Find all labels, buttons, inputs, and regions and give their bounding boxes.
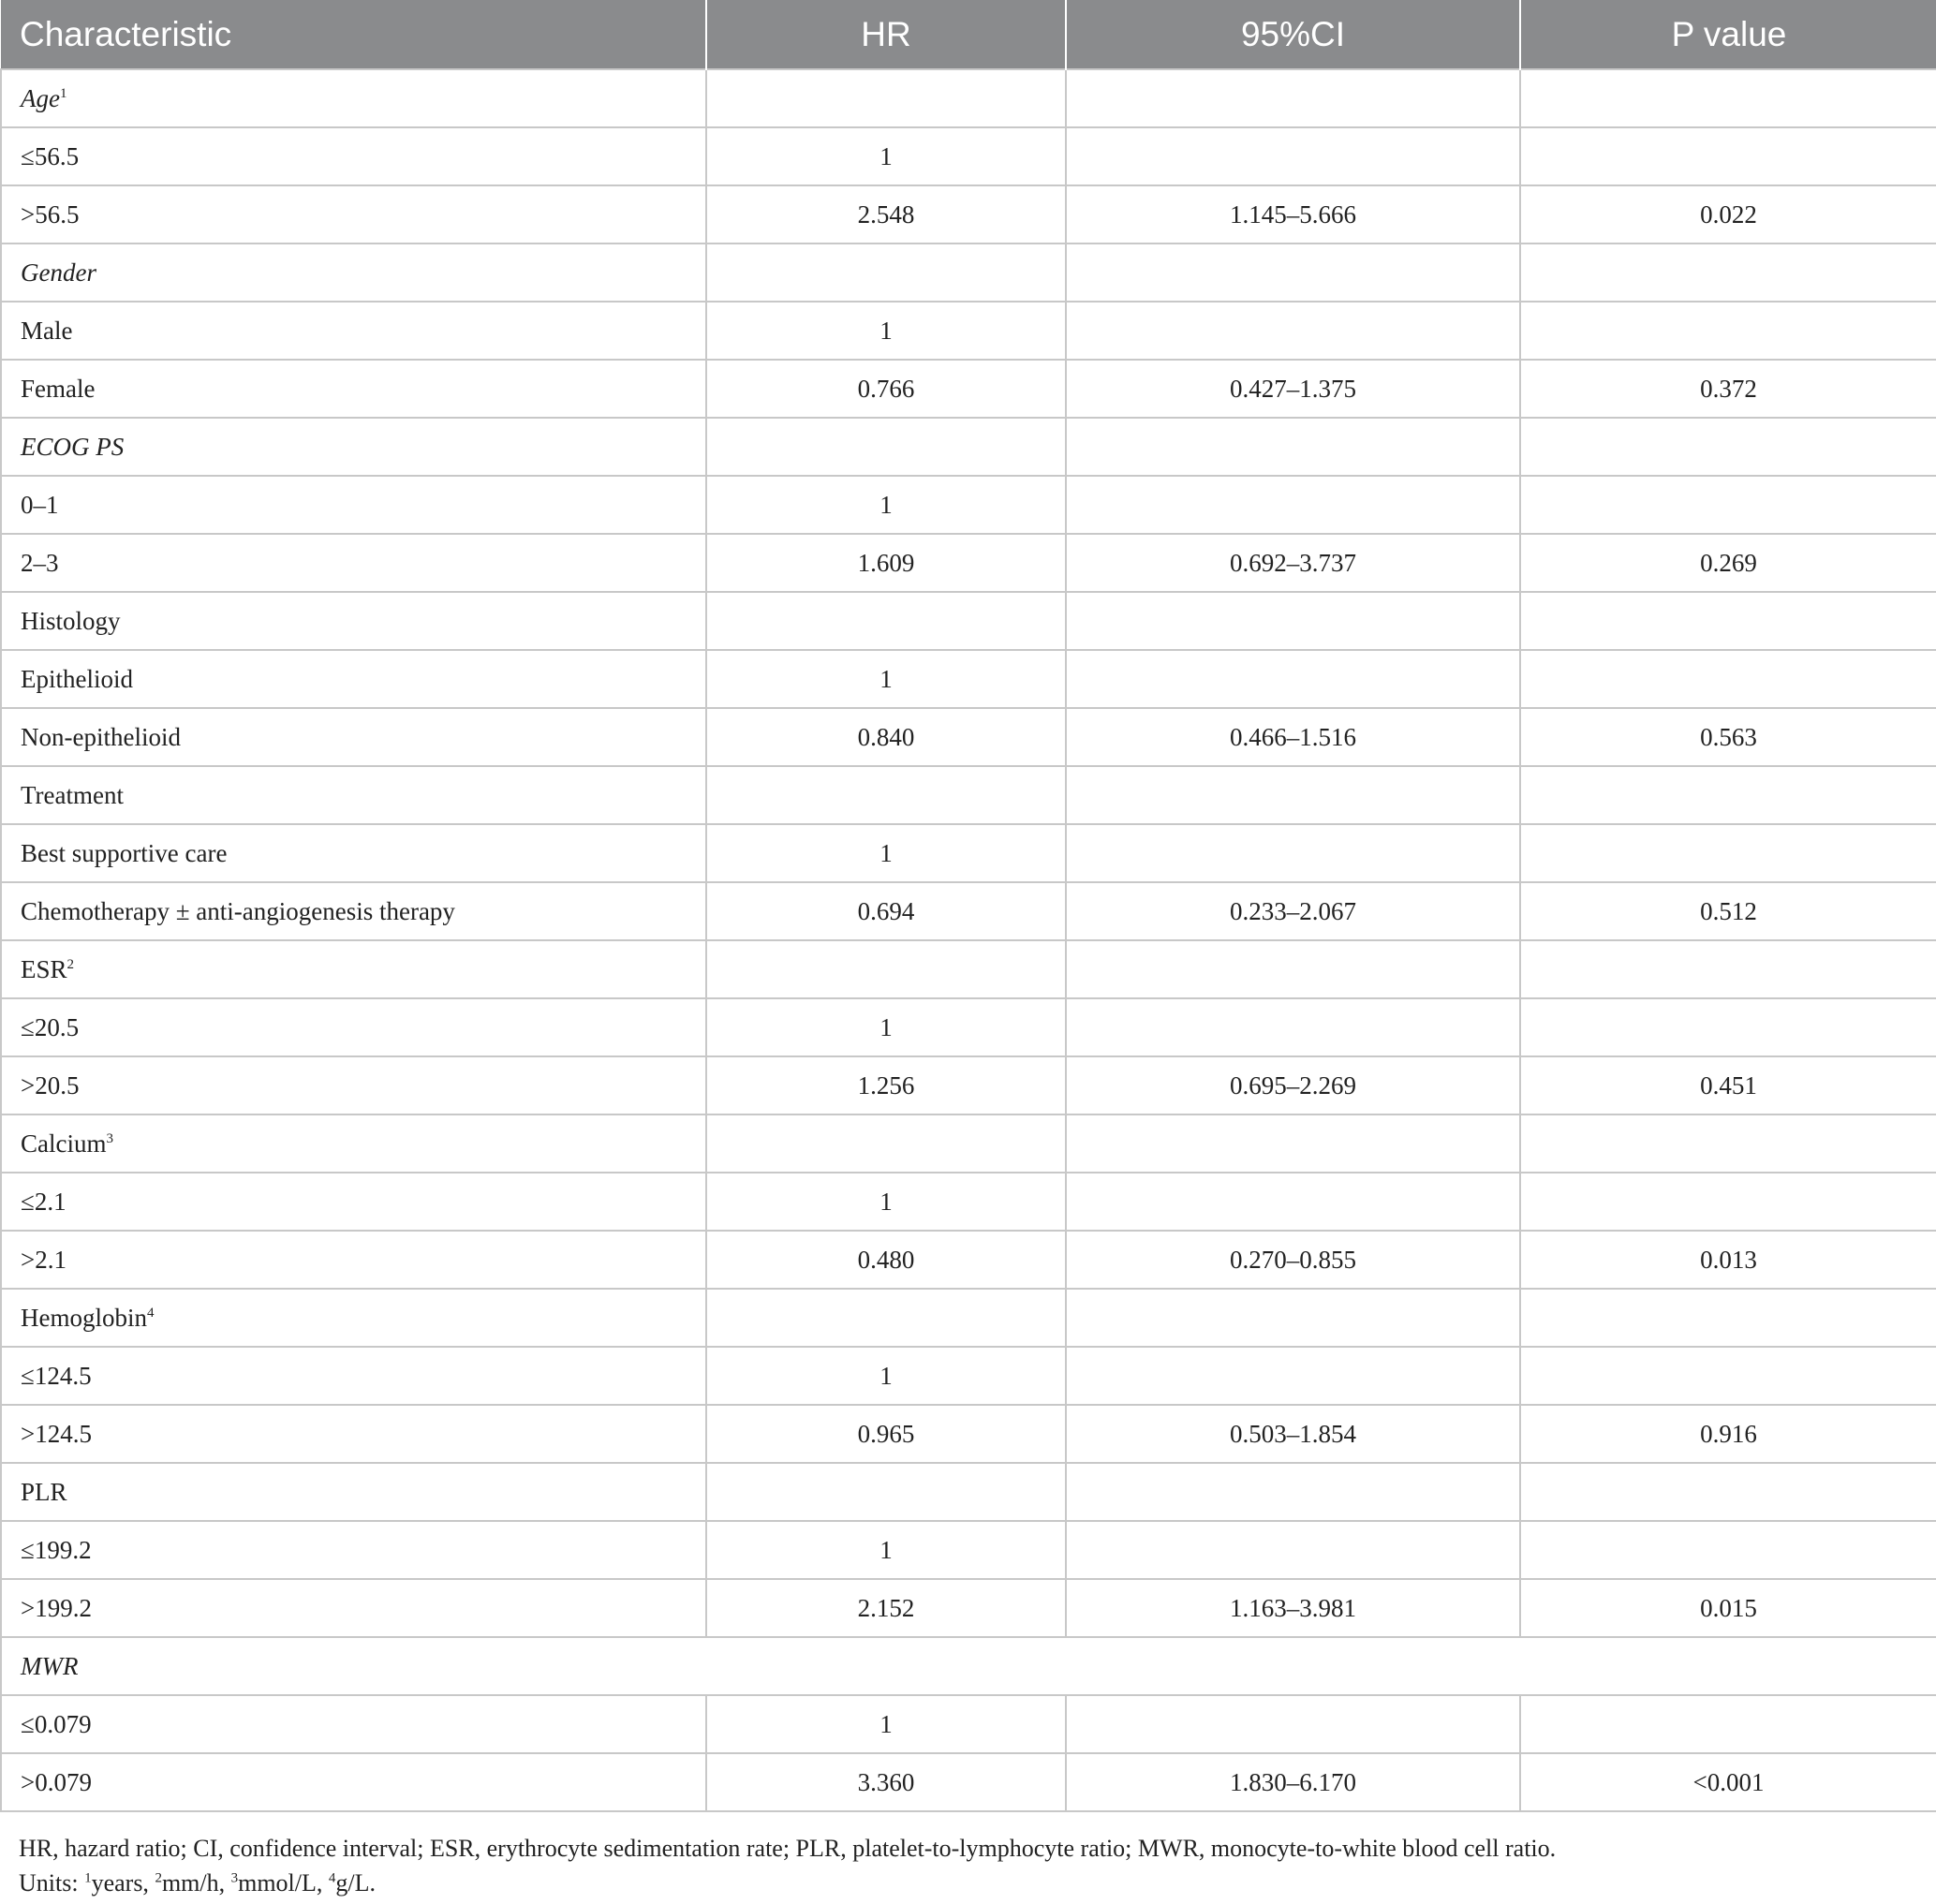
cell-p-value — [1520, 476, 1936, 534]
cell-hr: 1 — [706, 824, 1066, 882]
cell-characteristic — [1, 1405, 706, 1463]
cell-hr: 1 — [706, 127, 1066, 185]
unit-sup-1: 1 — [84, 1870, 92, 1886]
table-row — [1, 1753, 1936, 1811]
cell-characteristic — [1, 1231, 706, 1289]
row-label: ≤0.079 — [21, 1709, 92, 1738]
cell-p-value: 0.372 — [1520, 360, 1936, 418]
cell-p-value: 0.013 — [1520, 1231, 1936, 1289]
cell-hr: 1.256 — [706, 1056, 1066, 1114]
cell-hr: 3.360 — [706, 1753, 1066, 1811]
row-label-superscript: 1 — [59, 85, 67, 101]
row-label: Female — [21, 374, 96, 403]
table-row — [1, 1173, 1936, 1231]
cell-p-value: 0.451 — [1520, 1056, 1936, 1114]
cell-p-value: 0.563 — [1520, 708, 1936, 766]
cell-p-value — [1520, 127, 1936, 185]
row-label: >0.079 — [21, 1767, 92, 1796]
cell-p-value — [1520, 418, 1936, 476]
row-label: >2.1 — [21, 1245, 67, 1274]
table-row — [1, 1056, 1936, 1114]
table-row — [1, 69, 1936, 127]
cell-ci — [1066, 592, 1520, 650]
table-row — [1, 360, 1936, 418]
cell-p-value: <0.001 — [1520, 1753, 1936, 1811]
cell-p-value: 0.269 — [1520, 534, 1936, 592]
cell-hr — [706, 766, 1066, 824]
cell-ci — [1066, 1347, 1520, 1405]
row-label: Chemotherapy ± anti-angiogenesis therapy — [21, 896, 455, 925]
row-label: >199.2 — [21, 1593, 92, 1622]
cell-hr — [706, 1463, 1066, 1521]
cell-hr — [706, 1289, 1066, 1347]
cell-hr — [706, 1114, 1066, 1173]
row-label: Epithelioid — [21, 664, 133, 693]
row-label: ESR — [21, 954, 67, 983]
cell-characteristic — [1, 708, 706, 766]
cell-hr: 0.840 — [706, 708, 1066, 766]
cell-hr: 2.548 — [706, 185, 1066, 244]
cell-characteristic — [1, 1753, 706, 1811]
table-footnote — [19, 1831, 1911, 1900]
cell-hr: 2.152 — [706, 1579, 1066, 1637]
cell-characteristic — [1, 998, 706, 1056]
table-row — [1, 1289, 1936, 1347]
cell-characteristic — [1, 592, 706, 650]
cell-p-value — [1520, 1521, 1936, 1579]
row-label: Non-epithelioid — [21, 722, 181, 751]
row-label-superscript: 3 — [106, 1130, 113, 1146]
table-row — [1, 476, 1936, 534]
table-row — [1, 940, 1936, 998]
cell-characteristic — [1, 302, 706, 360]
cell-hr — [706, 418, 1066, 476]
cell-characteristic — [1, 244, 706, 302]
cell-ci — [1066, 824, 1520, 882]
row-label: >124.5 — [21, 1419, 92, 1448]
row-label: Calcium — [21, 1129, 107, 1158]
cell-hr — [706, 244, 1066, 302]
unit-text-3: mmol/L, — [238, 1869, 329, 1897]
row-label-superscript: 2 — [67, 956, 75, 972]
cell-ci — [1066, 766, 1520, 824]
cell-hr: 0.694 — [706, 882, 1066, 940]
cell-characteristic — [1, 1056, 706, 1114]
table-row — [1, 882, 1936, 940]
table-row — [1, 1114, 1936, 1173]
table-row — [1, 185, 1936, 244]
row-label: Histology — [21, 606, 121, 635]
row-label: Best supportive care — [21, 838, 228, 867]
cell-hr: 1 — [706, 302, 1066, 360]
row-label: 2–3 — [21, 548, 59, 577]
unit-text-4: g/L. — [335, 1869, 376, 1897]
cell-p-value: 0.916 — [1520, 1405, 1936, 1463]
unit-text-1: years, — [91, 1869, 155, 1897]
row-label: MWR — [21, 1651, 79, 1680]
cell-ci: 0.503–1.854 — [1066, 1405, 1520, 1463]
unit-text-2: mm/h, — [161, 1869, 231, 1897]
cell-hr: 0.965 — [706, 1405, 1066, 1463]
table-row — [1, 1695, 1936, 1753]
cell-characteristic — [1, 418, 706, 476]
cell-p-value: 0.022 — [1520, 185, 1936, 244]
cell-hr: 1 — [706, 650, 1066, 708]
table-row — [1, 1521, 1936, 1579]
cell-characteristic — [1, 766, 706, 824]
cell-characteristic — [1, 185, 706, 244]
table-row — [1, 534, 1936, 592]
row-label: 0–1 — [21, 490, 59, 519]
row-label: Age — [21, 83, 60, 112]
cell-p-value — [1520, 1173, 1936, 1231]
cell-ci — [1066, 1521, 1520, 1579]
table-row — [1, 244, 1936, 302]
cell-characteristic — [1, 650, 706, 708]
cell-ci: 0.695–2.269 — [1066, 1056, 1520, 1114]
table-body — [1, 69, 1936, 1811]
cell-hr: 1 — [706, 476, 1066, 534]
row-label: >20.5 — [21, 1070, 80, 1100]
cell-characteristic — [1, 127, 706, 185]
table-row — [1, 1347, 1936, 1405]
row-label: ECOG PS — [21, 432, 125, 461]
cell-p-value: 0.015 — [1520, 1579, 1936, 1637]
cell-hr — [706, 940, 1066, 998]
cell-ci: 0.270–0.855 — [1066, 1231, 1520, 1289]
cell-p-value — [1520, 69, 1936, 127]
cell-hr — [706, 592, 1066, 650]
table-row — [1, 824, 1936, 882]
cell-ci — [1066, 127, 1520, 185]
cell-hr: 0.480 — [706, 1231, 1066, 1289]
table-row — [1, 998, 1936, 1056]
row-label: ≤199.2 — [21, 1535, 92, 1564]
table-row — [1, 1463, 1936, 1521]
table-row — [1, 302, 1936, 360]
cell-ci: 1.830–6.170 — [1066, 1753, 1520, 1811]
footnote-units — [19, 1866, 1911, 1900]
cell-p-value — [1520, 1695, 1936, 1753]
cell-characteristic — [1, 534, 706, 592]
row-label: PLR — [21, 1477, 67, 1506]
cell-p-value: 0.512 — [1520, 882, 1936, 940]
cell-characteristic — [1, 882, 706, 940]
cell-p-value — [1520, 1463, 1936, 1521]
cell-ci — [1066, 244, 1520, 302]
row-label: ≤56.5 — [21, 141, 80, 170]
cell-p-value — [1520, 1289, 1936, 1347]
cell-hr: 1 — [706, 1695, 1066, 1753]
cell-hr: 1 — [706, 1173, 1066, 1231]
table-row — [1, 1579, 1936, 1637]
row-label: ≤124.5 — [21, 1361, 92, 1390]
cell-characteristic — [1, 1521, 706, 1579]
table-header-row — [1, 0, 1936, 69]
cell-characteristic — [1, 824, 706, 882]
cell-ci — [1066, 1463, 1520, 1521]
cell-characteristic — [1, 1347, 706, 1405]
table-row — [1, 1637, 1936, 1695]
cell-p-value — [1520, 650, 1936, 708]
cell-characteristic — [1, 940, 706, 998]
row-label: Hemoglobin — [21, 1303, 147, 1332]
table-row — [1, 1405, 1936, 1463]
cell-ci: 0.233–2.067 — [1066, 882, 1520, 940]
cell-characteristic — [1, 476, 706, 534]
unit-sup-3: 3 — [230, 1870, 239, 1886]
row-label-superscript: 4 — [147, 1305, 155, 1321]
cell-ci — [1066, 418, 1520, 476]
cell-characteristic — [1, 1289, 706, 1347]
cell-ci — [1066, 302, 1520, 360]
unit-sup-2: 2 — [155, 1870, 162, 1886]
header-characteristic: Characteristic — [1, 0, 706, 69]
cell-characteristic — [1, 69, 706, 127]
row-label: >56.5 — [21, 199, 80, 229]
cell-ci — [1066, 1695, 1520, 1753]
cell-p-value — [1520, 766, 1936, 824]
table-row — [1, 1231, 1936, 1289]
cell-characteristic — [1, 1463, 706, 1521]
cell-hr: 0.766 — [706, 360, 1066, 418]
cell-characteristic — [1, 1114, 706, 1173]
cell-ci — [1066, 1173, 1520, 1231]
cell-characteristic — [1, 1579, 706, 1637]
table-row — [1, 592, 1936, 650]
cell-p-value — [1520, 244, 1936, 302]
footnote-abbreviations: HR, hazard ratio; CI, confidence interval; ESR, erythrocyte sedimentation rate; PLR, platelet-to-lymphocyte ratio; MWR, monocyte-to-white blood cell ratio. — [19, 1835, 1557, 1862]
cell-p-value — [1520, 824, 1936, 882]
cell-hr: 1.609 — [706, 534, 1066, 592]
cell-characteristic — [1, 1173, 706, 1231]
cell-p-value — [1520, 302, 1936, 360]
cell-characteristic — [1, 1695, 706, 1753]
row-label: Gender — [21, 258, 96, 287]
cell-p-value — [1520, 592, 1936, 650]
cell-ci — [1066, 998, 1520, 1056]
cell-ci: 0.692–3.737 — [1066, 534, 1520, 592]
table-row — [1, 650, 1936, 708]
row-label: ≤2.1 — [21, 1187, 67, 1216]
cell-ci — [1066, 1114, 1520, 1173]
cell-ci — [1066, 476, 1520, 534]
cell-hr: 1 — [706, 1347, 1066, 1405]
cell-p-value — [1520, 998, 1936, 1056]
cell-ci — [1066, 69, 1520, 127]
row-label: Male — [21, 316, 73, 345]
cell-ci: 1.163–3.981 — [1066, 1579, 1520, 1637]
table-row — [1, 127, 1936, 185]
cell-hr: 1 — [706, 1521, 1066, 1579]
cell-ci: 1.145–5.666 — [1066, 185, 1520, 244]
cell-hr — [706, 69, 1066, 127]
cell-hr: 1 — [706, 998, 1066, 1056]
cell-characteristic — [1, 1637, 1936, 1695]
cell-ci — [1066, 1289, 1520, 1347]
table-row — [1, 708, 1936, 766]
cell-p-value — [1520, 1114, 1936, 1173]
header-p-value: P value — [1520, 0, 1936, 69]
header-ci: 95%CI — [1066, 0, 1520, 69]
cell-ci — [1066, 650, 1520, 708]
cell-ci — [1066, 940, 1520, 998]
cell-ci: 0.427–1.375 — [1066, 360, 1520, 418]
table-row — [1, 766, 1936, 824]
cell-p-value — [1520, 1347, 1936, 1405]
table-row — [1, 418, 1936, 476]
cell-ci: 0.466–1.516 — [1066, 708, 1520, 766]
row-label: Treatment — [21, 780, 124, 809]
cell-characteristic — [1, 360, 706, 418]
header-hr: HR — [706, 0, 1066, 69]
units-prefix: Units: — [19, 1869, 85, 1897]
unit-sup-4: 4 — [328, 1870, 336, 1886]
row-label: ≤20.5 — [21, 1012, 80, 1041]
cell-p-value — [1520, 940, 1936, 998]
